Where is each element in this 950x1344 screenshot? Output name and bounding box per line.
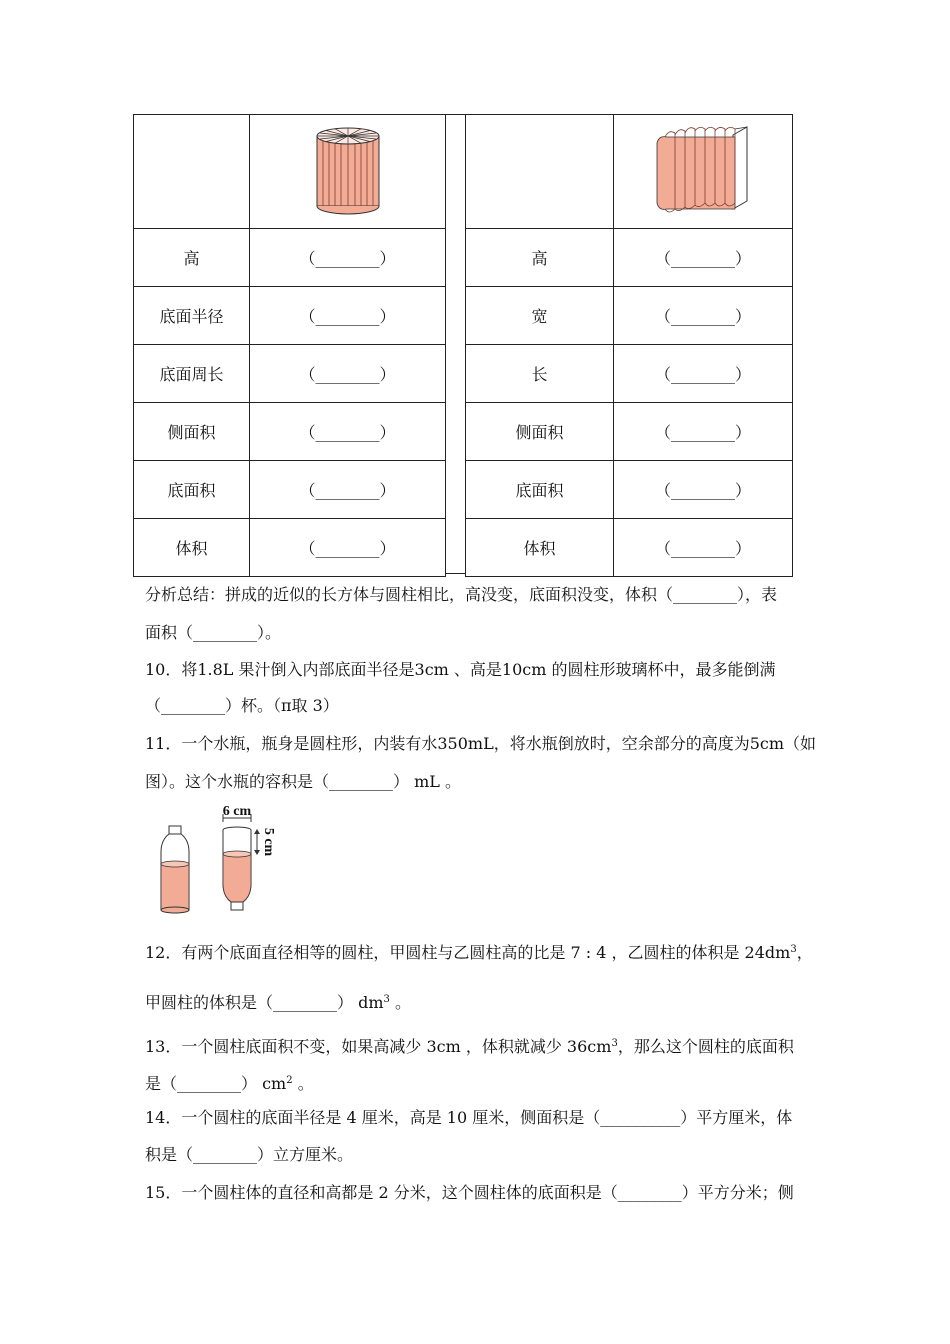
q13-line-2-sup: 2 xyxy=(286,1075,293,1086)
q12-line-2-text: 甲圆柱的体积是（________） dm xyxy=(145,993,384,1012)
row-label: 体积 xyxy=(466,519,614,577)
answer-blank[interactable]: （________） xyxy=(250,403,446,461)
q14-line-1: 14．一个圆柱的底面半径是 4 厘米，高是 10 厘米，侧面积是（__________）平方厘米，体 xyxy=(145,1108,793,1127)
answer-blank[interactable]: （________） xyxy=(250,461,446,519)
row-label: 底面积 xyxy=(134,461,250,519)
q13-line-1-end: ，那么这个圆柱的底面积 xyxy=(617,1037,794,1056)
q13-line-2-end: 。 xyxy=(292,1074,314,1093)
q13-line-2-text: 是（________） cm xyxy=(145,1074,287,1093)
cylinder-figure-cell xyxy=(250,115,446,229)
q10-line-1: 10．将1.8L 果汁倒入内部底面半径是3cm 、高是10cm 的圆柱形玻璃杯中，最多能倒满 xyxy=(145,660,776,679)
row-label: 侧面积 xyxy=(134,403,250,461)
table-row xyxy=(134,287,446,345)
summary-line-1: 分析总结：拼成的近似的长方体与圆柱相比，高没变，底面积没变，体积（________），表 xyxy=(145,585,778,604)
cuboid-figure-cell xyxy=(614,115,793,229)
answer-blank[interactable]: （________） xyxy=(250,345,446,403)
cylinder-table-corner xyxy=(134,115,250,229)
answer-blank[interactable]: （________） xyxy=(614,287,793,345)
answer-blank[interactable]: （________） xyxy=(250,229,446,287)
q13-line-2 xyxy=(145,1071,810,1094)
row-label: 高 xyxy=(134,229,250,287)
cuboid-table-corner xyxy=(466,115,614,229)
row-label: 长 xyxy=(466,345,614,403)
answer-blank[interactable]: （________） xyxy=(614,519,793,577)
table-row xyxy=(466,345,793,403)
width-label: 6 cm xyxy=(222,804,252,819)
sliced-cylinder-figure xyxy=(313,124,383,216)
answer-blank[interactable]: （________） xyxy=(614,345,793,403)
row-label: 底面积 xyxy=(466,461,614,519)
q10-line-2: （________）杯。（π取 3） xyxy=(145,696,339,715)
answer-blank[interactable]: （________） xyxy=(614,229,793,287)
q12-line-1-sup: 3 xyxy=(790,944,797,955)
q13-line-1-sup: 3 xyxy=(611,1038,618,1049)
height-label: 5 cm xyxy=(261,827,276,857)
row-label: 体积 xyxy=(134,519,250,577)
table-row xyxy=(466,403,793,461)
q13-line-1 xyxy=(145,1034,810,1057)
upright-bottle xyxy=(161,826,189,913)
approx-cuboid-figure xyxy=(655,125,751,215)
answer-blank[interactable]: （________） xyxy=(250,287,446,345)
table-row xyxy=(466,229,793,287)
table-row xyxy=(134,403,446,461)
table-row xyxy=(466,461,793,519)
q11-line-2: 图）。这个水瓶的容积是（________） mL 。 xyxy=(145,772,461,791)
answer-blank[interactable]: （________） xyxy=(614,461,793,519)
row-label: 高 xyxy=(466,229,614,287)
row-label: 底面半径 xyxy=(134,287,250,345)
q12-line-1-text: 12．有两个底面直径相等的圆柱，甲圆柱与乙圆柱高的比是 7 : 4 ，乙圆柱的体积是 24dm xyxy=(145,943,791,962)
summary-line-2: 面积（________）。 xyxy=(145,623,282,642)
q12-line-2-end: 。 xyxy=(389,993,411,1012)
table-row xyxy=(134,345,446,403)
q12-line-2 xyxy=(145,990,810,1013)
row-label: 侧面积 xyxy=(466,403,614,461)
q11-line-1: 11．一个水瓶，瓶身是圆柱形，内装有水350mL，将水瓶倒放时，空余部分的高度为5cm（如 xyxy=(145,734,817,753)
q13-line-1-text: 13．一个圆柱底面积不变，如果高减少 3cm ，体积就减少 36cm xyxy=(145,1037,612,1056)
row-label: 底面周长 xyxy=(134,345,250,403)
q12-line-1 xyxy=(145,940,813,963)
answer-blank[interactable]: （________） xyxy=(250,519,446,577)
inverted-bottle xyxy=(223,814,260,910)
q14-line-2: 积是（________）立方厘米。 xyxy=(145,1145,354,1164)
row-label: 宽 xyxy=(466,287,614,345)
q15-line-1: 15．一个圆柱体的直径和高都是 2 分米，这个圆柱体的底面积是（________）平方分米；侧 xyxy=(145,1183,794,1202)
cuboid-table xyxy=(465,114,793,577)
table-row xyxy=(134,519,446,577)
table-row xyxy=(134,229,446,287)
water-bottle-figure xyxy=(155,802,285,924)
answer-blank[interactable]: （________） xyxy=(614,403,793,461)
table-row xyxy=(466,519,793,577)
table-gap-border xyxy=(445,114,465,574)
table-row xyxy=(466,287,793,345)
table-row xyxy=(134,461,446,519)
q12-line-2-sup: 3 xyxy=(383,994,390,1005)
q12-line-1-end: ， xyxy=(796,943,813,962)
cylinder-table xyxy=(133,114,446,577)
